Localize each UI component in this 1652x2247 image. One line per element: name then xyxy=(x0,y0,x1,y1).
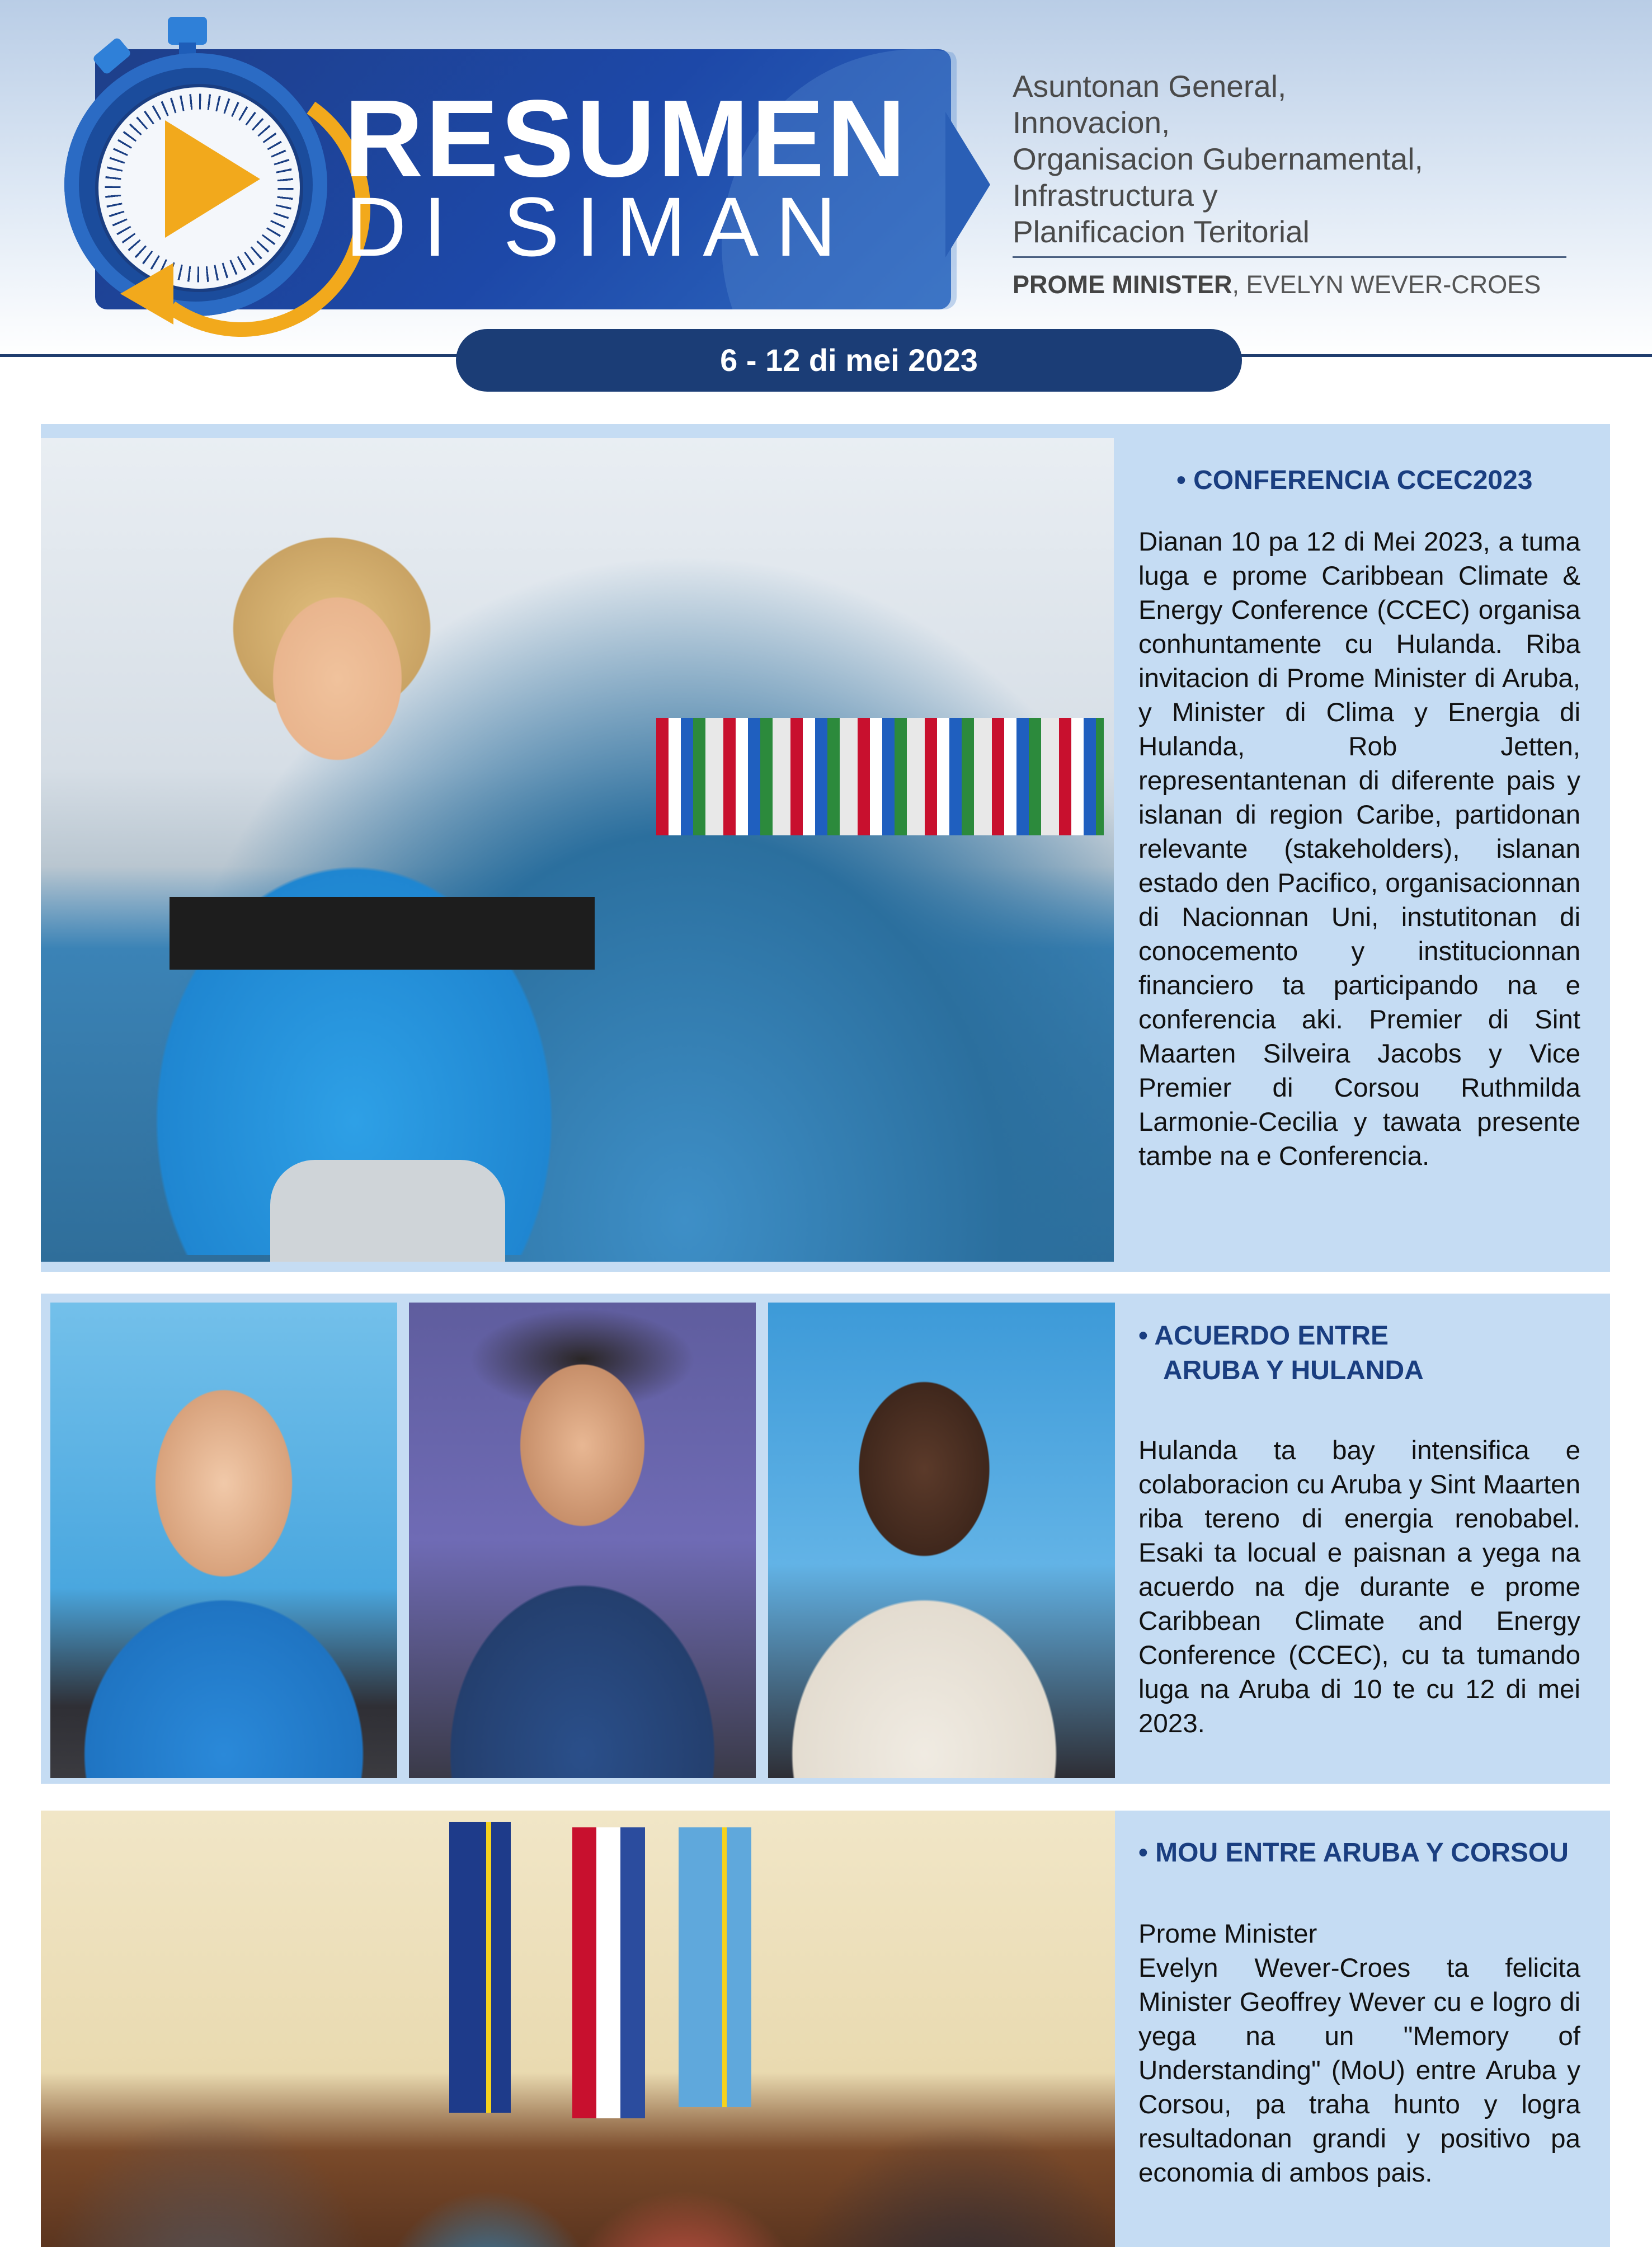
article-acuerdo xyxy=(41,1294,1610,1784)
date-range-badge: 6 - 12 di mei 2023 xyxy=(456,329,1242,392)
podium-base xyxy=(270,1160,505,1262)
netherlands-flag xyxy=(572,1827,645,2118)
ministry-line: Planificacion Teritorial xyxy=(1013,214,1310,249)
ministry-line: Infrastructura y xyxy=(1013,178,1218,213)
curacao-flag xyxy=(449,1822,511,2113)
prime-minister-line xyxy=(1013,270,1541,299)
logo-banner-arrow xyxy=(945,112,990,257)
podium xyxy=(170,897,595,970)
logo-subtitle: DI SIMAN xyxy=(346,180,853,274)
conference-photo xyxy=(41,438,1114,1262)
ministry-line: Organisacion Gubernamental, xyxy=(1013,142,1423,176)
article-heading: • CONFERENCIA CCEC2023 xyxy=(1176,466,1533,495)
ministry-line: Innovacion, xyxy=(1013,105,1170,140)
ministry-line: Asuntonan General, xyxy=(1013,69,1287,104)
logo-title: RESUMEN xyxy=(344,77,909,200)
article-body: Evelyn Wever-Croes ta felicita Minister Geoffrey Wever cu e logro di yega na un "Memory of Understanding" (MoU) entre Aruba y Corsou, pa traha hunto y logra resultadonan grandi y positivo pa economia di ambos pais. xyxy=(1138,1953,1580,2188)
refresh-arrowhead-icon xyxy=(120,263,173,325)
article-mou xyxy=(41,1811,1610,2247)
article-conferencia xyxy=(41,424,1610,1272)
signing-photo-3 xyxy=(768,1303,1115,1778)
article-heading: • MOU ENTRE ARUBA Y CORSOU xyxy=(1138,1838,1569,1868)
article-intro: Prome Minister xyxy=(1138,1919,1317,1949)
aruba-flag xyxy=(679,1827,751,2107)
article-heading-line2: ARUBA Y HULANDA xyxy=(1163,1356,1424,1385)
pm-title: PROME MINISTER xyxy=(1013,270,1232,299)
mou-photo xyxy=(41,1811,1115,2247)
pm-name: , EVELYN WEVER-CROES xyxy=(1232,270,1541,299)
signing-photo-2 xyxy=(409,1303,756,1778)
conference-flags xyxy=(656,718,1104,835)
article-heading: • ACUERDO ENTRE xyxy=(1138,1321,1389,1351)
signing-photo-1 xyxy=(50,1303,397,1778)
play-icon xyxy=(165,120,260,238)
article-body: Dianan 10 pa 12 di Mei 2023, a tuma luga e prome Caribbean Climate & Energy Conference (CCEC) organisa conhuntamente cu Hulanda. Riba invitacion di Prome Minister di Aruba, y Minister di Clima y Energia di Hulanda, Rob Jetten, representantenan di diferente pais y islanan di region Caribe, partidonan relevante (stakeholders), islanan estado den Pacifico, organisacionnan di Nacionnan Uni, instutitonan di conocemento y institucionnan financiero ta participando na e conferencia aki. Premier di Sint Maarten Silveira Jacobs y Vice Premier di Corsou Ruthmilda Larmonie-Cecilia y tawata presente tambe na e Conferencia. xyxy=(1138,527,1580,1171)
article-body: Hulanda ta bay intensifica e colaboracion cu Aruba y Sint Maarten riba tereno di energia renobabel. Esaki ta locual e paisnan a yega na acuerdo na dje durante e prome Caribbean Climate and Energy Conference (CCEC), cu ta tumando luga na Aruba di 10 te cu 12 di mei 2023. xyxy=(1138,1436,1580,1738)
ministry-divider xyxy=(1013,256,1566,258)
speaker-figure xyxy=(41,488,645,1255)
stopwatch-crown-icon xyxy=(168,17,207,45)
ministry-names xyxy=(1013,68,1423,250)
